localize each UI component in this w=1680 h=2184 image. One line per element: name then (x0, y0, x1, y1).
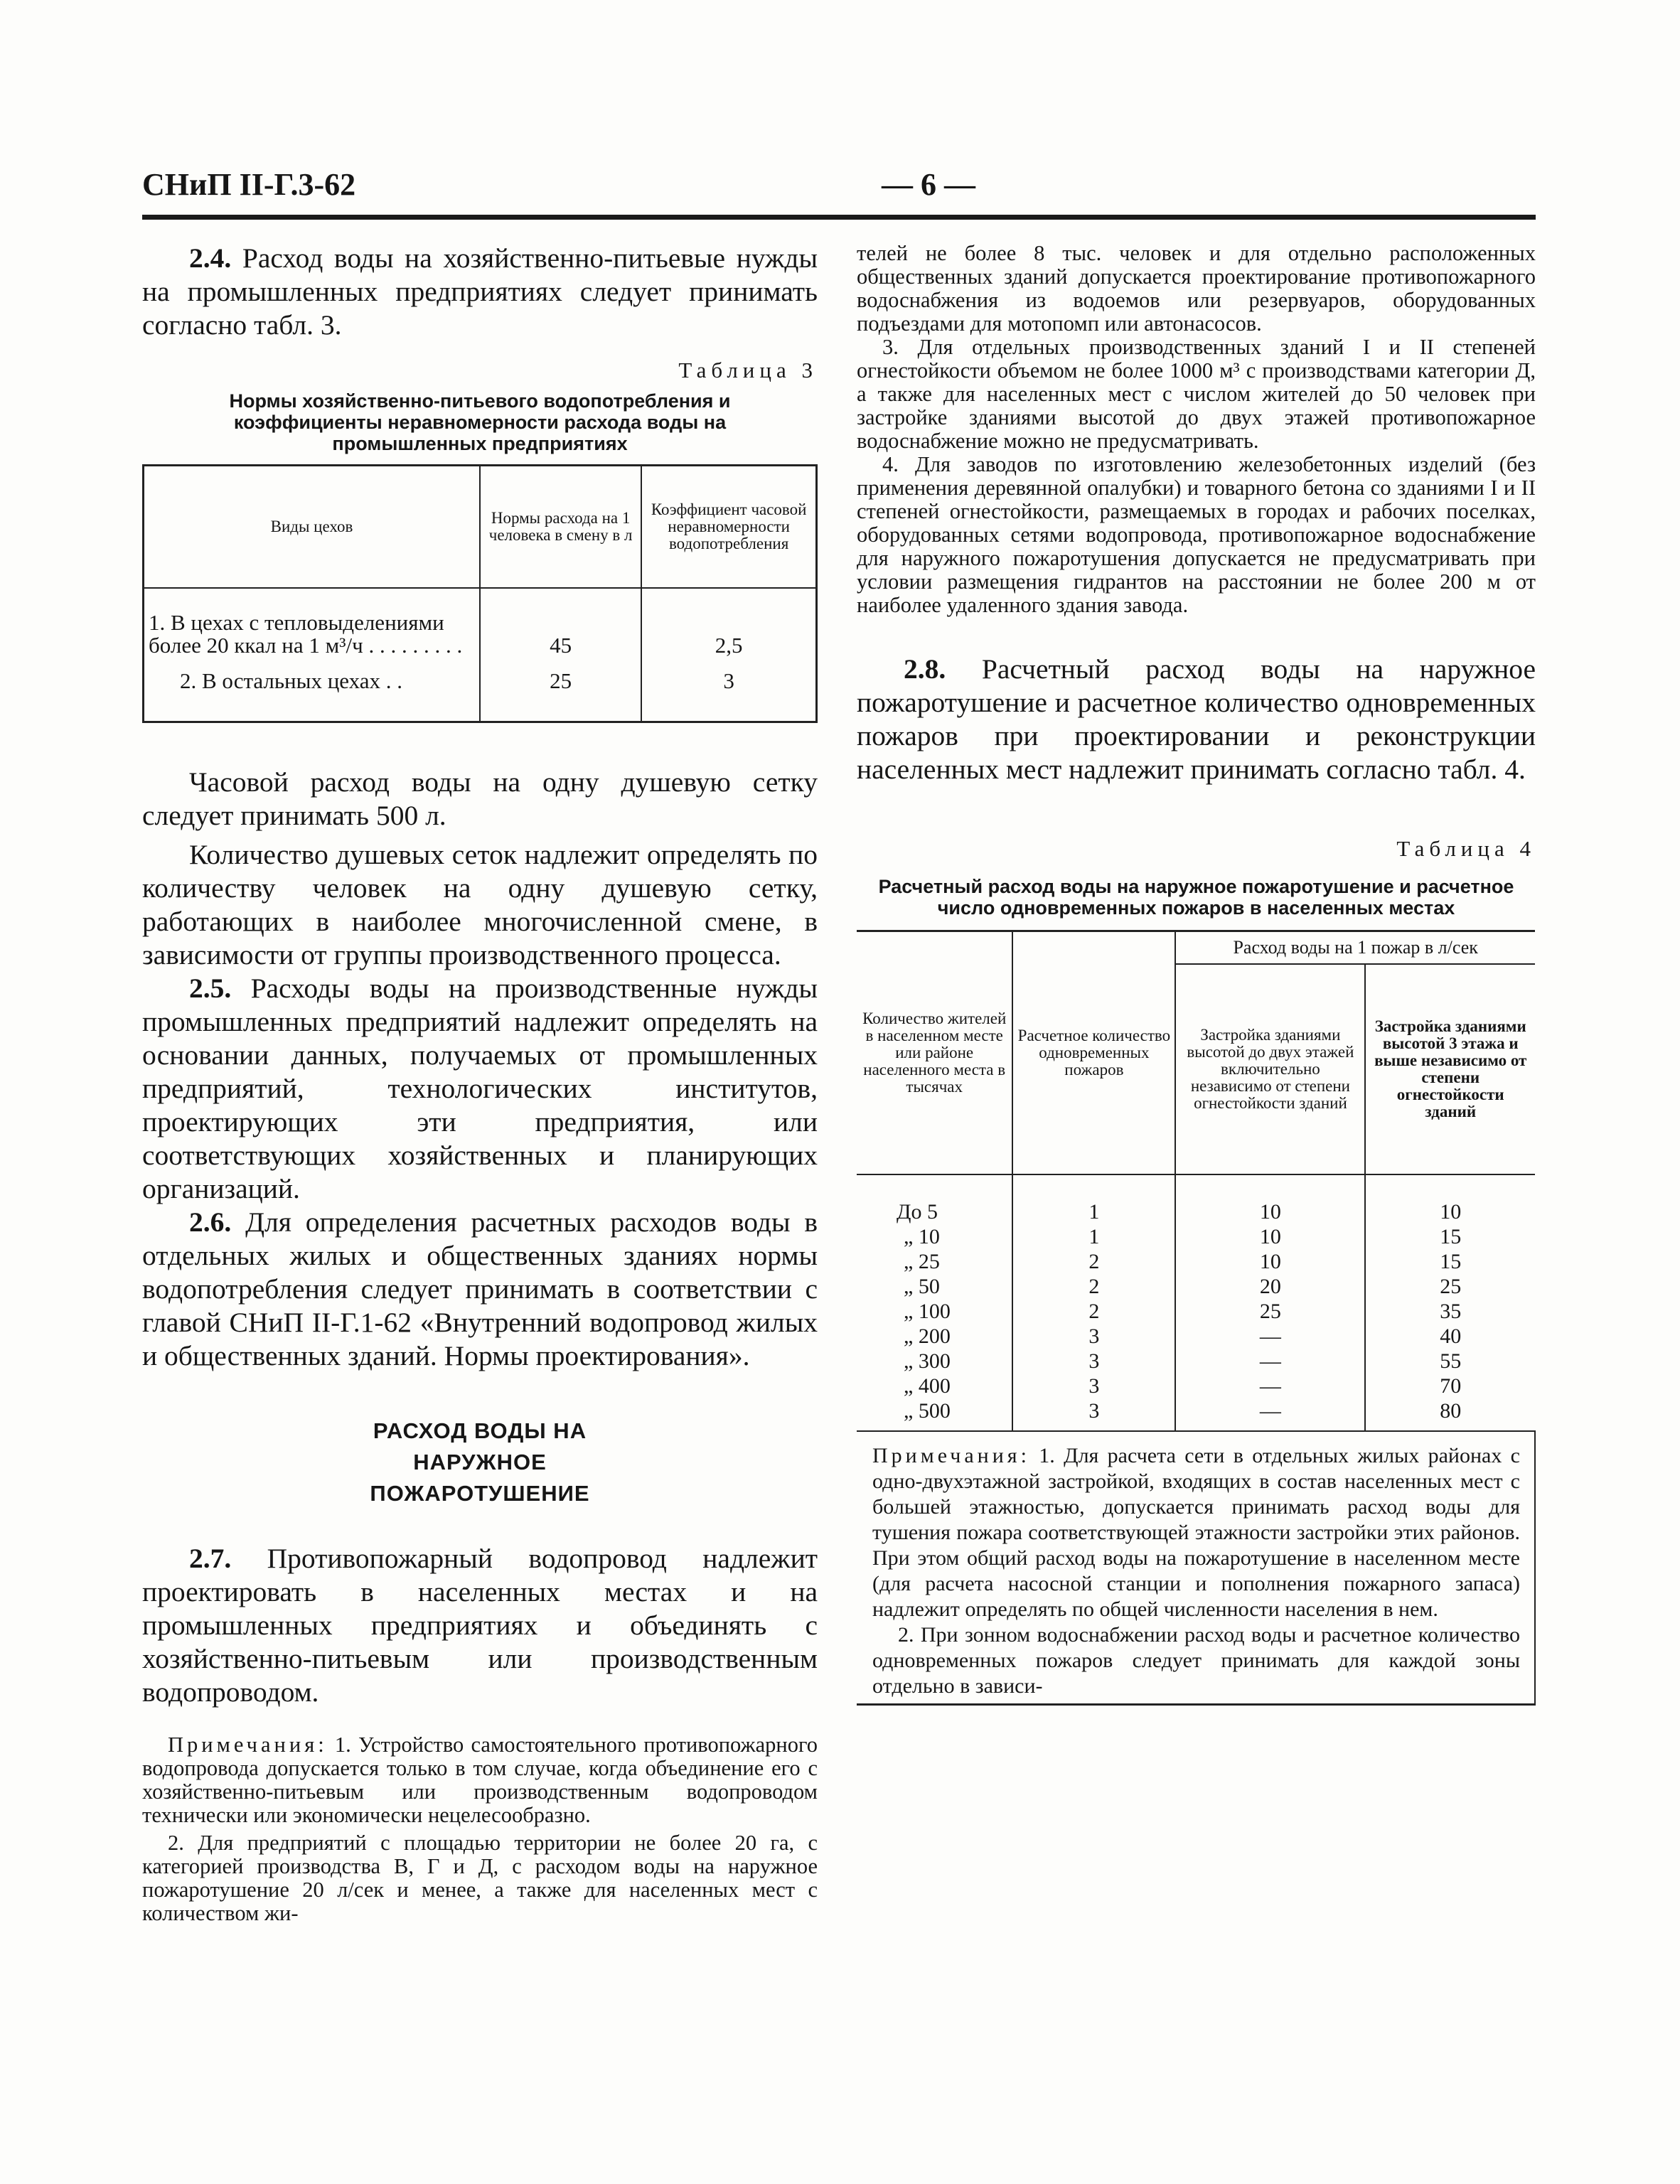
note-2-continued: телей не более 8 тыс. человек и для отдельно расположенных общественных зданий допускается проектирование противопожарного водоснабжения из водоемов или резервуаров, оборудованных подъездами для мотопомп или автонасосов. (857, 241, 1536, 336)
cell-workshop: 1. В цехах с тепловыделениями более 20 ккал на 1 м³/ч . . . . . . . . . (144, 588, 481, 658)
cell-norm: 45 (480, 588, 641, 658)
table-4-note-1: Примечания: 1. Для расчета сети в отдельных жилых районах с одно-двухэтажной застройкой, входящих в состав населенных мест с большей этажностью, допускается принимать расход воды для тушения пожара соответствующей этажности застройки этих районов. При этом общий расход воды на пожаротушение в населенном месте (для расчета насосной станции и пополнения пожарного запаса) надлежит определять по общей численности населения в нем. (872, 1444, 1520, 1621)
table-row: „ 25 2 10 15 (857, 1249, 1535, 1274)
page-header (142, 158, 1536, 220)
paragraph-shower-count: Количество душевых сеток надлежит определять по количеству человек на одну душевую сетку, работающих в наиболее многочисленной смене, в зависимости от группы производственного процесса. (142, 839, 818, 970)
note-4: 4. Для заводов по изготовлению железобетонных изделий (без применения деревянной опалубки) и товарного бетона со зданиями I и II степеней огнестойкости, размещаемых в городах и рабочих поселках, оборудованных сетями водопровода, противопожарное водоснабжение для наружного пожаротушения допускается не предусматривать при условии размещения гидрантов на расстоянии не более 200 м от наиболее удаленного здания завода. (857, 452, 1536, 617)
paragraph-shower-flow: Часовой расход воды на одну душевую сетку следует принимать 500 л. (142, 766, 818, 831)
table-4-notes (857, 1431, 1535, 1705)
cell-coefficient: 3 (641, 658, 816, 722)
table-row: „ 50 2 20 25 (857, 1274, 1535, 1299)
table-row: „ 10 1 10 15 (857, 1224, 1535, 1249)
cell-workshop: 2. В остальных цехах . . (144, 658, 481, 722)
col-header-low-rise: Застройка зданиями высотой до двух этажей включительно независимо от степени огнестойкости зданий (1175, 964, 1365, 1174)
col-header-workshop: Виды цехов (144, 466, 481, 589)
table-row: „ 300 3 — 55 (857, 1349, 1535, 1374)
table-row (144, 588, 817, 658)
paragraph-2-7: 2.7. Противопожарный водопровод надлежит проектировать в населенных местах и на промышленных предприятиях и объединять с хозяйственно-питьевым или производственным водопроводом. (142, 1543, 818, 1708)
table-4 (857, 930, 1536, 1706)
col-header-inhabitants: Количество жителей в населенном месте или районе населенного места в тысячах (857, 931, 1012, 1175)
paragraph-2-6: 2.6. Для определения расчетных расходов воды в отдельных жилых и общественных зданиях нормы водопотребления следует принимать в соответствии с главой СНиП II-Г.1-62 «Внутренний водопровод жилых и общественных зданий. Нормы проектирования». (142, 1206, 818, 1371)
table-header-row (144, 466, 817, 589)
document-code: СНиП II-Г.3-62 (142, 167, 356, 202)
right-column (857, 242, 1536, 1706)
table-row (144, 658, 817, 722)
table-3 (142, 464, 818, 723)
note-3: 3. Для отдельных производственных зданий I и II степеней огнестойкости объемом не более 1000 м³ с производствами категории Д, а также для населенных мест с числом жителей до 50 человек при застройке зданиями высотой до двух этажей противопожарное водоснабжение можно не предусматривать. (857, 335, 1536, 453)
table-row: „ 500 3 — 80 (857, 1398, 1535, 1431)
table-row: „ 400 3 — 70 (857, 1374, 1535, 1398)
cell-norm: 25 (480, 658, 641, 722)
note-2: 2. Для предприятий с площадью территории не более 20 га, с категорией производства В, Г и Д, с расходом воды на наружное пожаротушение 20 л/сек и менее, а также для населенных мест с количеством жи- (142, 1831, 818, 1925)
table-header-row (857, 931, 1535, 965)
section-title: РАСХОД ВОДЫ НА НАРУЖНОЕ ПОЖАРОТУШЕНИЕ (370, 1418, 590, 1506)
table-3-title: Нормы хозяйственно-питьевого водопотребления и коэффициенты неравномерности расхода воды на промышленных предприятиях (229, 390, 731, 454)
col-header-coefficient: Коэффициент часовой неравномерности водопотребления (641, 466, 816, 589)
paragraph-2-8: 2.8. Расчетный расход воды на наружное пожаротушение и расчетное количество одновременных пожаров при проектировании и реконструкции населенных мест надлежит принимать согласно табл. 4. (857, 653, 1536, 785)
table-row: До 5 1 10 10 (857, 1174, 1535, 1224)
paragraph-2-5: 2.5. Расходы воды на производственные нужды промышленных предприятий надлежит определять на основании данных, получаемых от промышленных предприятий, технологических институтов, проектирующих эти предприятия, или соответствующих хозяйственных и планирующих организаций. (142, 973, 818, 1204)
table-4-title: Расчетный расход воды на наружное пожаротушение и расчетное число одновременных пожаров в населенных местах (878, 876, 1514, 919)
cell-coefficient: 2,5 (641, 588, 816, 658)
col-header-norm: Нормы расхода на 1 человека в смену в л (480, 466, 641, 589)
table-4-number: Таблица 4 (1396, 836, 1536, 861)
table-3-number: Таблица 3 (678, 358, 818, 382)
left-column (142, 242, 818, 1925)
paragraph-2-4: 2.4. Расход воды на хозяйственно-питьевые нужды на промышленных предприятиях следует принимать согласно табл. 3. (142, 242, 818, 341)
page-number: — 6 — (882, 167, 975, 202)
col-header-flow-group: Расход воды на 1 пожар в л/сек (1175, 931, 1535, 965)
note-1: Примечания: 1. Устройство самостоятельного противопожарного водопровода допускается только в том случае, когда объединение его с хозяйственно-питьевым или производственным водопроводом технически или экономически нецелесообразно. (142, 1733, 818, 1827)
table-notes-row (857, 1431, 1535, 1705)
table-row: „ 100 2 25 35 (857, 1299, 1535, 1324)
table-row: „ 200 3 — 40 (857, 1324, 1535, 1349)
col-header-fires: Расчетное количество одновременных пожаров (1012, 931, 1175, 1175)
col-header-high-rise: Застройка зданиями высотой 3 этажа и выше независимо от степени огнестойкости зданий (1365, 964, 1535, 1174)
table-4-note-2: 2. При зонном водоснабжении расход воды и расчетное количество одновременных пожаров следует принимать для каждой зоны отдельно в зависи- (872, 1623, 1520, 1698)
